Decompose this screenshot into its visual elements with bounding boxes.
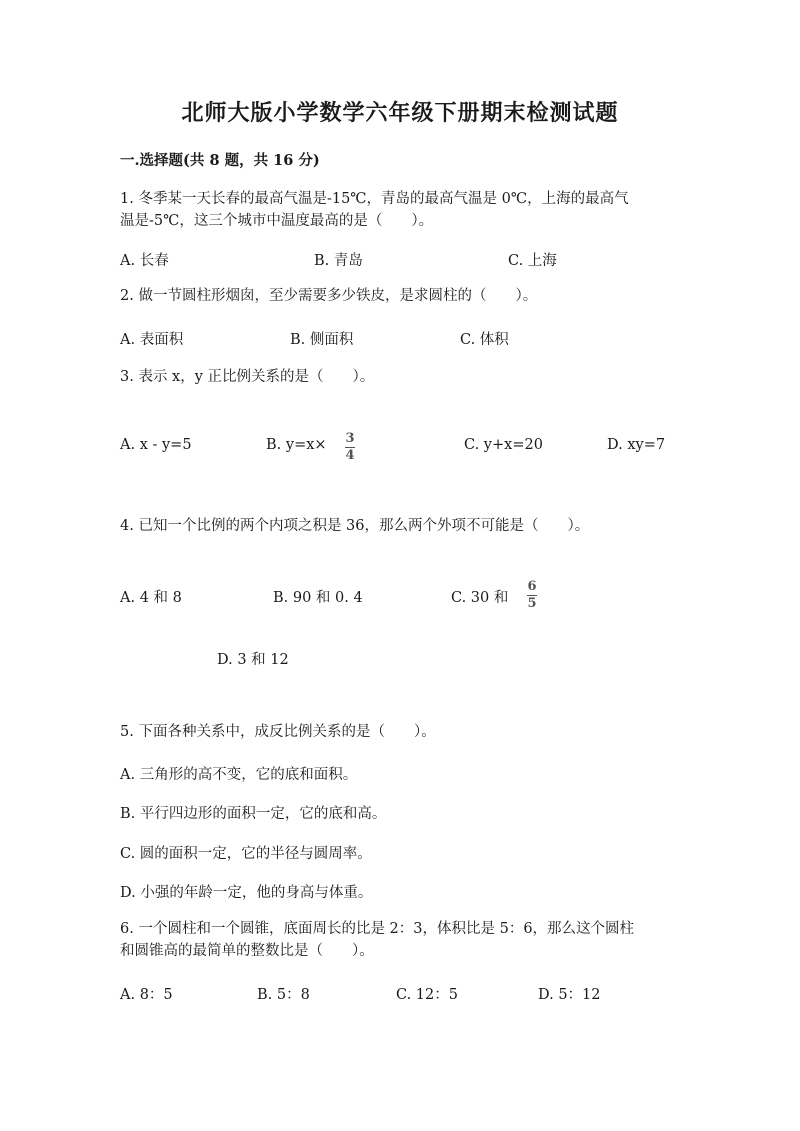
section-heading: 一.选择题(共 8 题，共 16 分) (120, 152, 320, 169)
question-6-option-d: D. 5：12 (538, 987, 601, 1003)
question-2-option-b: B. 侧面积 (290, 332, 354, 348)
question-5-text: 5. 下面各种关系中，成反比例关系的是（ ）。 (120, 724, 436, 740)
question-5-option-b: B. 平行四边形的面积一定，它的底和高。 (120, 806, 387, 822)
question-6-option-b: B. 5：8 (257, 987, 310, 1003)
question-4-option-a: A. 4 和 8 (120, 590, 182, 606)
question-3-option-a: A. x - y=5 (120, 437, 192, 453)
question-3-option-c: C. y+x=20 (464, 437, 543, 453)
question-6-option-a: A. 8：5 (120, 987, 173, 1003)
question-2-text: 2. 做一节圆柱形烟囱，至少需要多少铁皮，是求圆柱的（ ）。 (120, 288, 538, 304)
question-5-option-d: D. 小强的年龄一定，他的身高与体重。 (120, 885, 373, 901)
question-1-option-a: A. 长春 (120, 253, 169, 269)
question-1-option-c: C. 上海 (508, 253, 557, 269)
question-4-option-c-fraction (527, 580, 537, 611)
question-1-option-b: B. 青岛 (314, 253, 363, 269)
question-1-text: 1. 冬季某一天长春的最高气温是-15℃，青岛的最高气温是 0℃，上海的最高气 (120, 191, 629, 207)
fraction-numerator: 3 (345, 431, 355, 446)
page-title: 北师大版小学数学六年级下册期末检测试题 (181, 100, 619, 126)
fraction-denominator: 5 (527, 596, 537, 611)
question-3-option-b: B. y=x× (266, 437, 327, 453)
question-5-option-a: A. 三角形的高不变，它的底和面积。 (120, 767, 358, 783)
question-5-option-c: C. 圆的面积一定，它的半径与圆周率。 (120, 846, 372, 862)
question-4-text: 4. 已知一个比例的两个内项之积是 36，那么两个外项不可能是（ ）。 (120, 518, 590, 534)
question-4-option-d: D. 3 和 12 (217, 652, 289, 668)
question-6-option-c: C. 12：5 (396, 987, 458, 1003)
question-3-text: 3. 表示 x，y 正比例关系的是（ ）。 (120, 369, 375, 385)
question-1-text-cont: 温是-5℃，这三个城市中温度最高的是（ ）。 (120, 213, 434, 229)
question-2-option-a: A. 表面积 (120, 332, 184, 348)
fraction-numerator: 6 (527, 579, 537, 594)
question-3-option-b-fraction (345, 432, 355, 463)
question-3-option-d: D. xy=7 (607, 437, 666, 453)
question-4-option-c: C. 30 和 (451, 590, 509, 606)
question-6-text-cont: 和圆锥高的最简单的整数比是（ ）。 (120, 943, 374, 959)
question-6-text: 6. 一个圆柱和一个圆锥，底面周长的比是 2：3，体积比是 5：6，那么这个圆柱 (120, 921, 635, 937)
fraction-denominator: 4 (345, 448, 355, 463)
question-4-option-b: B. 90 和 0. 4 (273, 590, 363, 606)
question-2-option-c: C. 体积 (460, 332, 509, 348)
